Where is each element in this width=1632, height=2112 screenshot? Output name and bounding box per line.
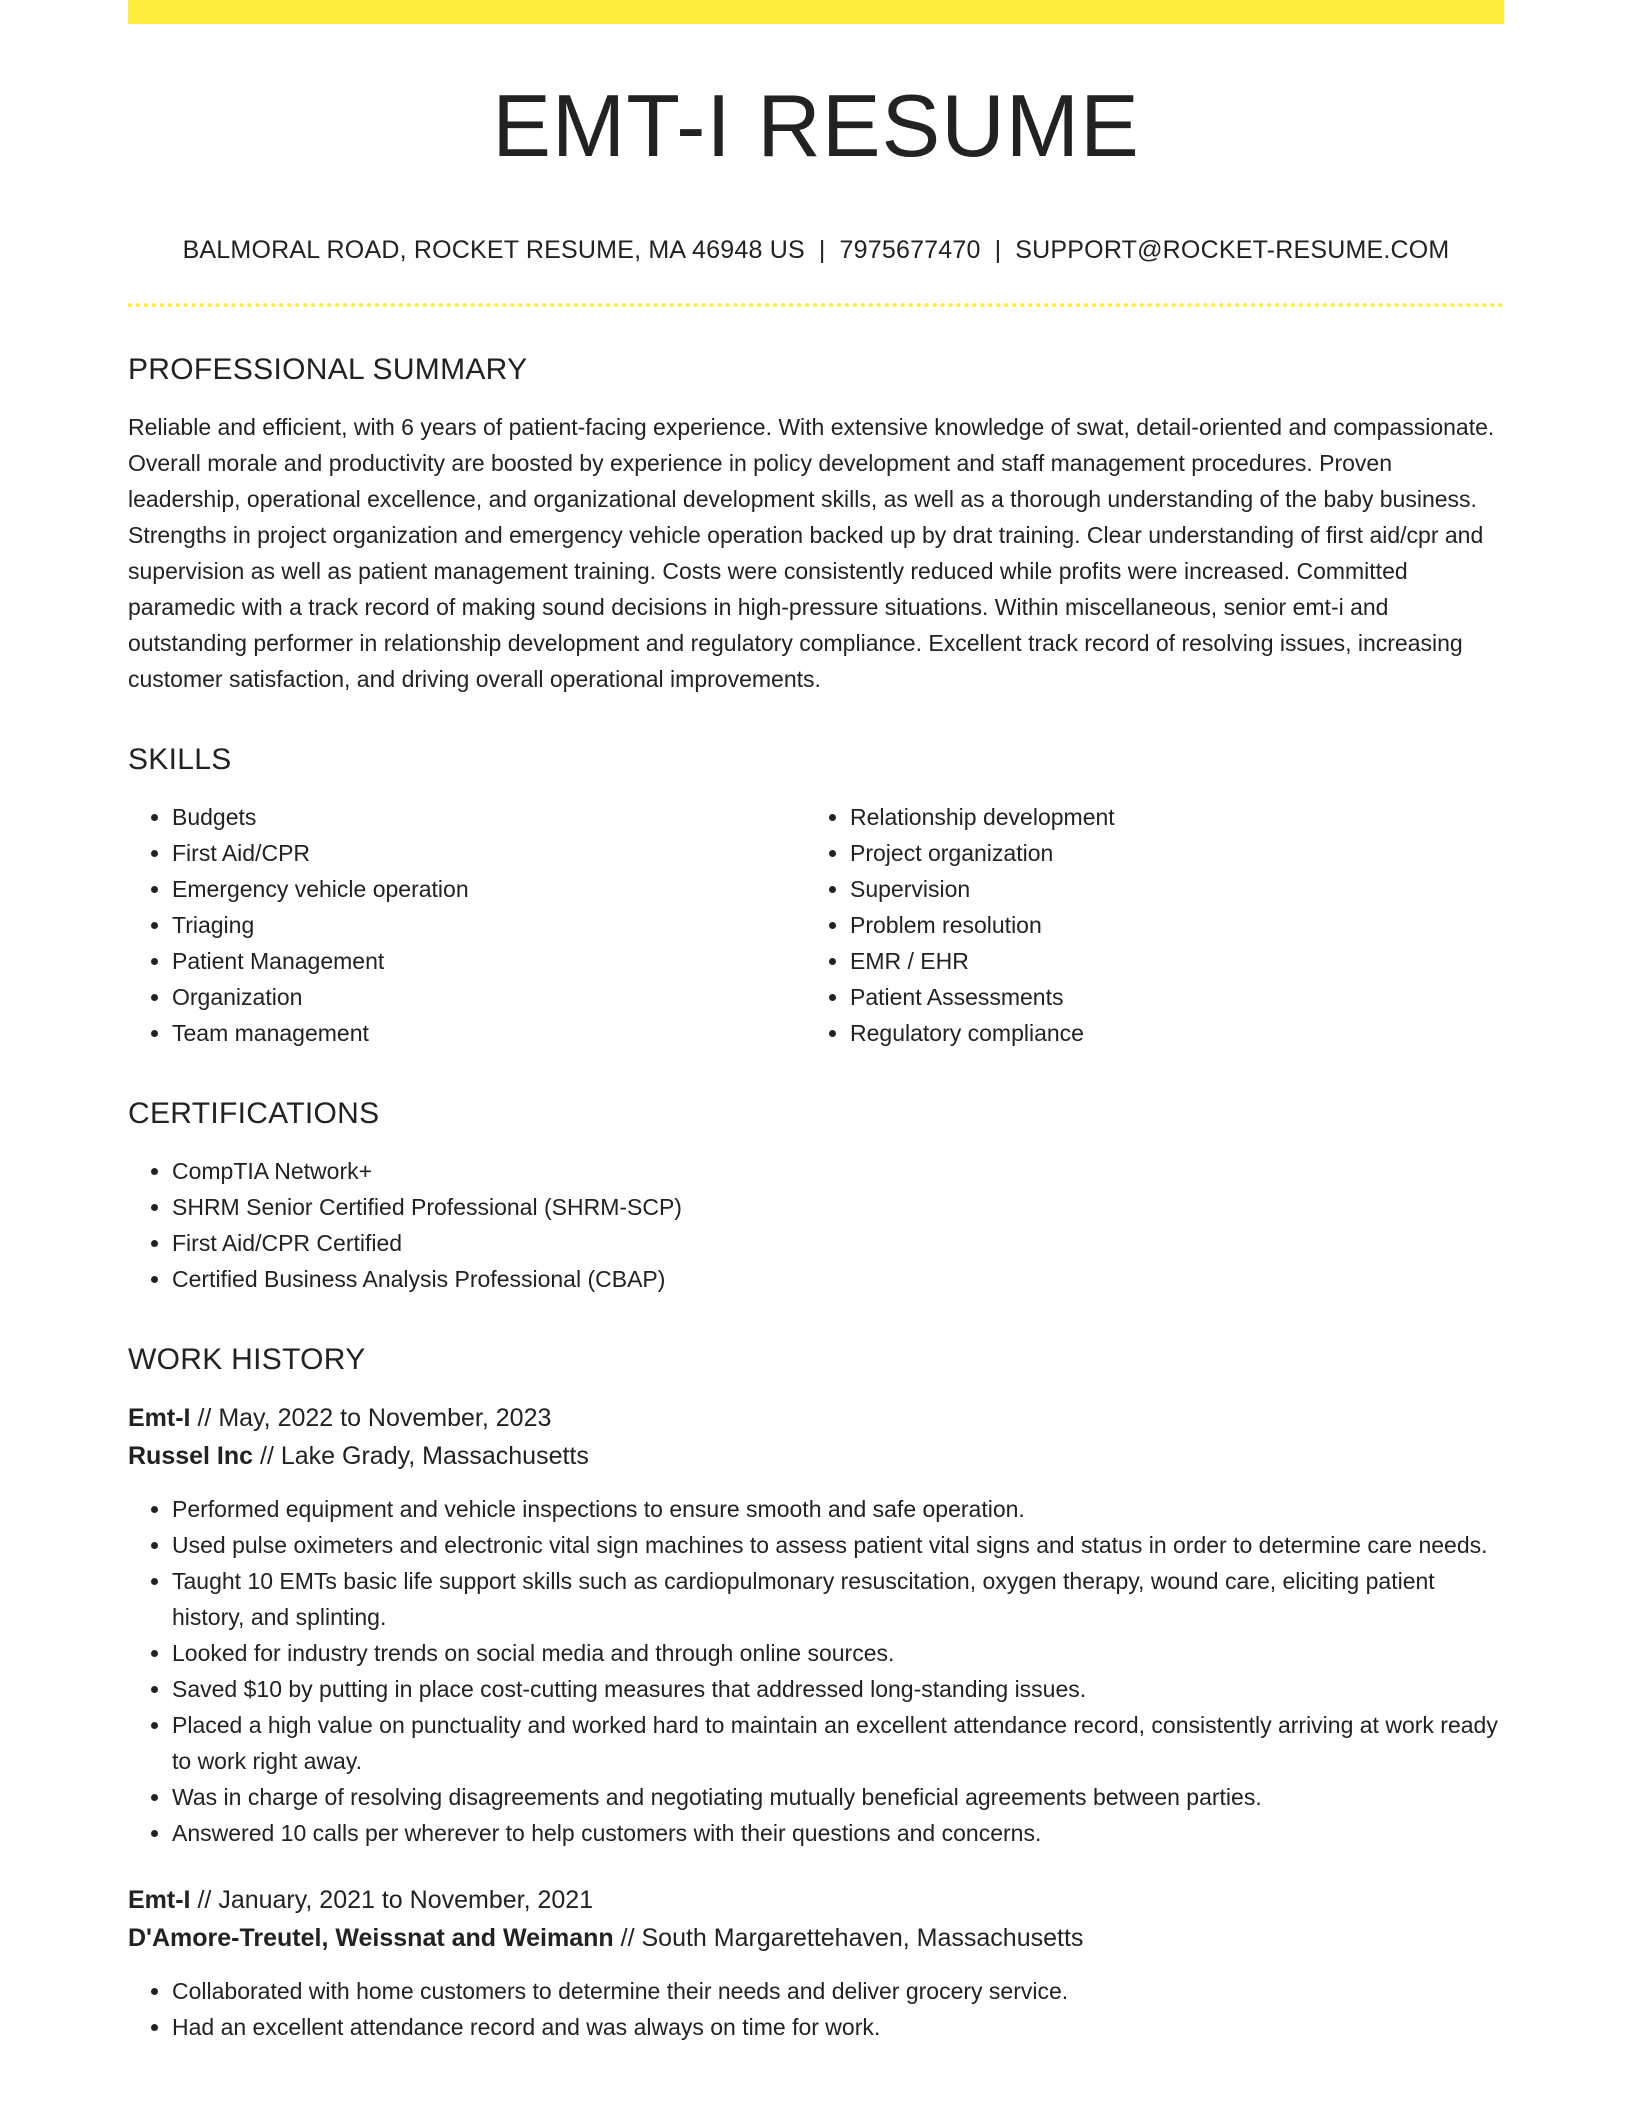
contact-email: SUPPORT@ROCKET-RESUME.COM <box>1015 236 1450 264</box>
job-duty-item: • Taught 10 EMTs basic life support skills such as cardiopulmonary resuscitation, oxygen therapy, wound care, eliciting patient history, and splinting. <box>172 1563 1504 1635</box>
job-separator: // <box>197 1404 212 1432</box>
job-separator: // <box>260 1442 274 1470</box>
skill-item: • Relationship development <box>850 799 1484 835</box>
job-dates: January, 2021 to November, 2021 <box>218 1886 594 1914</box>
skill-item: • Organization <box>172 979 806 1015</box>
contact-separator: | <box>818 236 826 264</box>
resume-title: EMT-I RESUME <box>492 76 1140 175</box>
job-location: Lake Grady, Massachusetts <box>280 1442 589 1470</box>
skills-column-left <box>128 799 806 1051</box>
job-title: Emt-I <box>128 1404 191 1432</box>
skill-item: • EMR / EHR <box>850 943 1484 979</box>
contact-phone: 7975677470 <box>839 236 981 264</box>
contact-line <box>128 236 1504 265</box>
job-entry <box>128 1881 1504 2045</box>
job-duty-item: • Saved $10 by putting in place cost-cutting measures that addressed long-standing issues. <box>172 1671 1504 1707</box>
job-duty-item: • Was in charge of resolving disagreements and negotiating mutually beneficial agreements between parties. <box>172 1779 1504 1815</box>
skills-grid <box>128 799 1504 1051</box>
job-duty-item: • Had an excellent attendance record and was always on time for work. <box>172 2009 1504 2045</box>
section-heading-summary: PROFESSIONAL SUMMARY <box>128 353 528 386</box>
skill-item: • Emergency vehicle operation <box>172 871 806 907</box>
skill-item: • Supervision <box>850 871 1484 907</box>
skill-item: • Triaging <box>172 907 806 943</box>
summary-text: Reliable and efficient, with 6 years of patient-facing experience. With extensive knowledge of swat, detail-oriented and compassionate. Overall morale and productivity are boosted by experience in policy development and staff management procedures. Proven leadership, operational excellence, and organizational development skills, as well as a thorough understanding of the baby business. Strengths in project organization and emergency vehicle operation backed up by drat training. Clear understanding of first aid/cpr and supervision as well as patient management training. Costs were consistently reduced while profits were increased. Committed paramedic with a track record of making sound decisions in high-pressure situations. Within miscellaneous, senior emt-i and outstanding performer in relationship development and regulatory compliance. Excellent track record of resolving issues, increasing customer satisfaction, and driving overall operational improvements. <box>128 414 1495 692</box>
certification-item: • CompTIA Network+ <box>172 1153 1504 1189</box>
skill-item: • Regulatory compliance <box>850 1015 1484 1051</box>
job-duty-item: • Performed equipment and vehicle inspections to ensure smooth and safe operation. <box>172 1491 1504 1527</box>
section-heading-certifications: CERTIFICATIONS <box>128 1097 380 1130</box>
accent-top-bar <box>128 0 1504 24</box>
job-company: Russel Inc <box>128 1442 254 1470</box>
job-duty-item: • Collaborated with home customers to determine their needs and deliver grocery service. <box>172 1973 1504 2009</box>
job-location: South Margarettehaven, Massachusetts <box>641 1924 1084 1952</box>
job-dates: May, 2022 to November, 2023 <box>218 1404 552 1432</box>
contact-separator: | <box>994 236 1002 264</box>
skills-list-left <box>128 799 806 1051</box>
contact-address: BALMORAL ROAD, ROCKET RESUME, MA 46948 US <box>182 236 805 264</box>
section-heading-skills: SKILLS <box>128 743 232 776</box>
skills-section <box>128 743 1504 1051</box>
job-separator: // <box>197 1886 212 1914</box>
certifications-section <box>128 1097 1504 1297</box>
job-company: D'Amore-Treutel, Weissnat and Weimann <box>128 1924 614 1952</box>
dotted-divider <box>128 303 1504 307</box>
section-heading-work-history: WORK HISTORY <box>128 1343 366 1376</box>
job-duty-item: • Placed a high value on punctuality and worked hard to maintain an excellent attendance record, consistently arriving at work ready to work right away. <box>172 1707 1504 1779</box>
job-title: Emt-I <box>128 1886 191 1914</box>
job-separator: // <box>620 1924 635 1952</box>
skills-list-right <box>806 799 1484 1051</box>
skill-item: • Patient Assessments <box>850 979 1484 1015</box>
job-duty-item: • Looked for industry trends on social media and through online sources. <box>172 1635 1504 1671</box>
skill-item: • Problem resolution <box>850 907 1484 943</box>
job-title-line <box>128 1881 1504 1919</box>
job-company-line <box>128 1437 1504 1475</box>
job-entry <box>128 1399 1504 1851</box>
job-title-line <box>128 1399 1504 1437</box>
certification-item: • SHRM Senior Certified Professional (SHRM-SCP) <box>172 1189 1504 1225</box>
job-duty-item: • Answered 10 calls per wherever to help customers with their questions and concerns. <box>172 1815 1504 1851</box>
skill-item: • Budgets <box>172 799 806 835</box>
certification-item: • Certified Business Analysis Professional (CBAP) <box>172 1261 1504 1297</box>
skill-item: • First Aid/CPR <box>172 835 806 871</box>
job-company-line <box>128 1919 1504 1957</box>
certifications-list <box>128 1153 1504 1297</box>
skill-item: • Team management <box>172 1015 806 1051</box>
professional-summary-section <box>128 353 1504 697</box>
work-history-section <box>128 1343 1504 2045</box>
skill-item: • Patient Management <box>172 943 806 979</box>
skills-column-right <box>806 799 1484 1051</box>
resume-page <box>128 0 1504 2045</box>
job-duties-list <box>128 1491 1504 1851</box>
job-duties-list <box>128 1973 1504 2045</box>
job-duty-item: • Used pulse oximeters and electronic vital sign machines to assess patient vital signs and status in order to determine care needs. <box>172 1527 1504 1563</box>
certification-item: • First Aid/CPR Certified <box>172 1225 1504 1261</box>
skill-item: • Project organization <box>850 835 1484 871</box>
